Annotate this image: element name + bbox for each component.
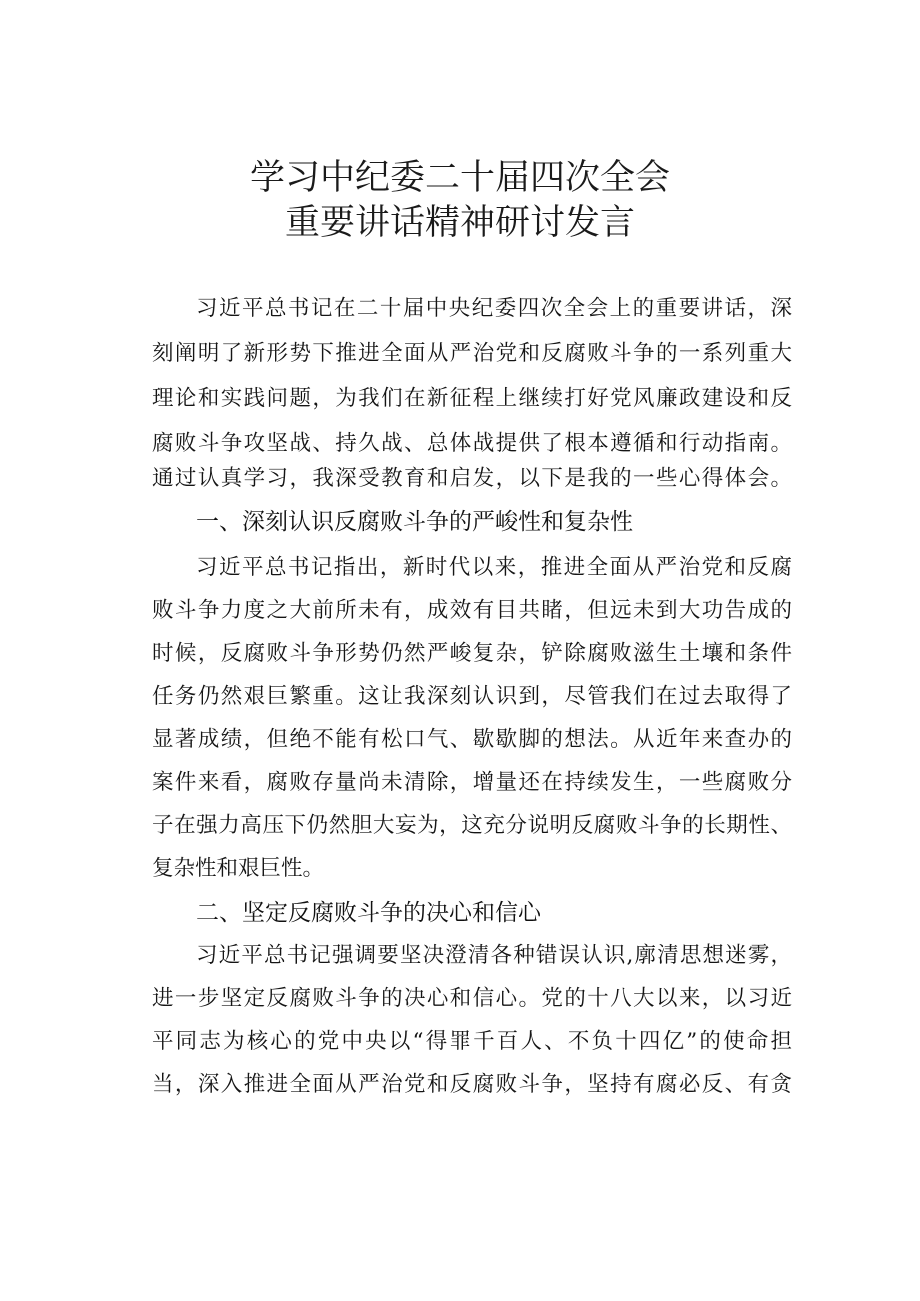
section-2-line: 当，深入推进全面从严治党和反腐败斗争，坚持有腐必反、有贪 (152, 1072, 792, 1097)
section-2-line: 进一步坚定反腐败斗争的决心和信心。党的十八大以来，以习近 (152, 986, 792, 1011)
intro-line: 通过认真学习，我深受教育和启发，以下是我的一些心得体会。 (152, 466, 792, 491)
section-1-line: 习近平总书记指出，新时代以来，推进全面从严治党和反腐 (196, 555, 792, 580)
section-1-line: 复杂性和艰巨性。 (152, 856, 325, 881)
intro-line: 腐败斗争攻坚战、持久战、总体战提供了根本遵循和行动指南。 (152, 431, 792, 456)
section-1-line: 显著成绩，但绝不能有松口气、歇歇脚的想法。从近年来查办的 (152, 727, 792, 752)
section-2-heading: 二、坚定反腐败斗争的决心和信心 (196, 900, 541, 926)
section-1-line: 子在强力高压下仍然胆大妄为，这充分说明反腐败斗争的长期性、 (152, 813, 792, 838)
section-1-line: 案件来看，腐败存量尚未清除，增量还在持续发生，一些腐败分 (152, 770, 792, 795)
section-2-line: 平同志为核心的党中央以“得罪千百人、不负十四亿”的使命担 (152, 1029, 792, 1054)
intro-line: 习近平总书记在二十届中央纪委四次全会上的重要讲话，深 (196, 296, 792, 321)
document-title-line-1: 学习中纪委二十届四次全会 (249, 158, 670, 198)
section-1-line: 败斗争力度之大前所未有，成效有目共睹，但远未到大功告成的 (152, 598, 792, 623)
section-1-heading: 一、深刻认识反腐败斗争的严峻性和复杂性 (196, 509, 633, 535)
document-title-line-2: 重要讲话精神研讨发言 (284, 203, 635, 243)
section-1-line: 时候，反腐败斗争形势仍然严峻复杂，铲除腐败滋生土壤和条件 (152, 641, 792, 666)
section-1-line: 任务仍然艰巨繁重。这让我深刻认识到，尽管我们在过去取得了 (152, 684, 792, 709)
intro-line: 刻阐明了新形势下推进全面从严治党和反腐败斗争的一系列重大 (152, 341, 792, 366)
section-2-line: 习近平总书记强调要坚决澄清各种错误认识,廓清思想迷雾， (196, 943, 792, 968)
intro-line: 理论和实践问题，为我们在新征程上继续打好党风廉政建设和反 (152, 386, 792, 411)
